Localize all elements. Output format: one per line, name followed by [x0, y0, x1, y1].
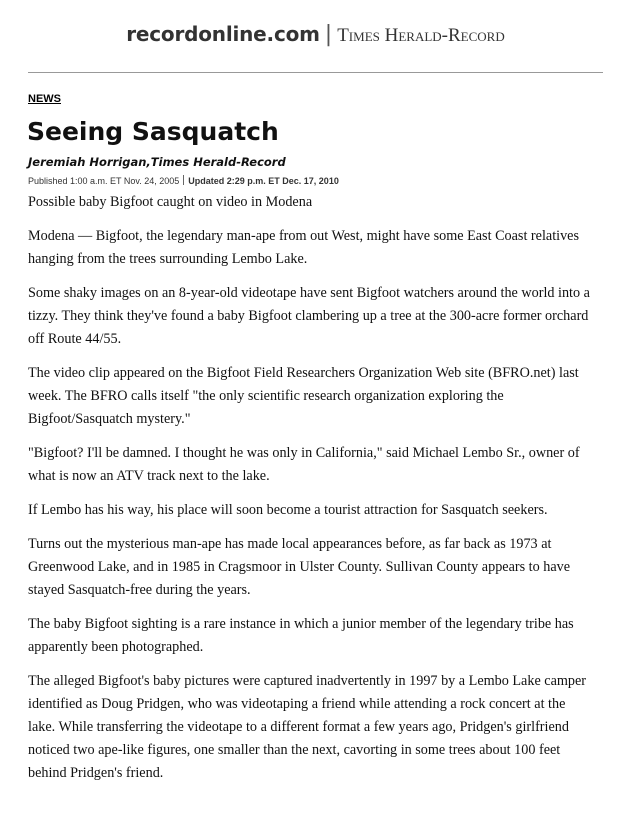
updated-date: Updated 2:29 p.m. ET Dec. 17, 2010 [188, 176, 339, 186]
article-paragraph: The video clip appeared on the Bigfoot Field Researchers Organization Web site (BFRO.net) last week. The BFRO calls itself "the only scientific research organization exploring the Bigfoot/Sasquatch mystery." [28, 365, 579, 427]
date-separator [183, 175, 184, 185]
header-divider [28, 72, 603, 73]
section-link[interactable]: NEWS [28, 93, 61, 105]
article-paragraph: Turns out the mysterious man-ape has made local appearances before, as far back as 1973 at Greenwood Lake, and in 1985 in Cragsmoor in Ulster County. Sullivan County appears to have stayed Sasquatch-free during the years. [28, 536, 571, 598]
article-paragraph: If Lembo has his way, his place will soon become a tourist attraction for Sasquatch seekers. [28, 502, 548, 518]
published-date: Published 1:00 a.m. ET Nov. 24, 2005 [28, 176, 180, 186]
article-title: Seeing Sasquatch [27, 117, 279, 146]
masthead-separator: | [324, 22, 333, 47]
article-dates [28, 175, 339, 186]
article-paragraph: Some shaky images on an 8-year-old videotape have sent Bigfoot watchers around the world into a tizzy. They think they've found a baby Bigfoot clambering up a tree at the 300-acre former orchard off Route 44/55. [28, 285, 590, 347]
masthead [28, 22, 603, 62]
article-paragraph: Modena — Bigfoot, the legendary man-ape from out West, might have some East Coast relatives hanging from the trees surrounding Lembo Lake. [28, 228, 579, 267]
site-logo[interactable]: recordonline.com [126, 22, 320, 46]
article-paragraph: Possible baby Bigfoot caught on video in Modena [28, 194, 313, 210]
paper-name: Times Herald-Record [337, 25, 505, 46]
article-paragraph: The alleged Bigfoot's baby pictures were captured inadvertently in 1997 by a Lembo Lake camper identified as Doug Pridgen, who was videotaping a friend while attending a rock concert at the lake. While transferring the videotape to a different format a few years ago, Pridgen's girlfriend noticed two ape-like figures, one smaller than the next, cavorting in some trees about 100 feet behind Pridgen's friend. [28, 673, 587, 781]
article-paragraph: "Bigfoot? I'll be damned. I thought he was only in California," said Michael Lembo Sr., owner of what is now an ATV track next to the lake. [28, 445, 580, 484]
byline: Jeremiah Horrigan,Times Herald-Record [28, 155, 286, 169]
article-paragraph: The baby Bigfoot sighting is a rare instance in which a junior member of the legendary tribe has apparently been photographed. [28, 616, 574, 655]
article-body [28, 191, 594, 796]
